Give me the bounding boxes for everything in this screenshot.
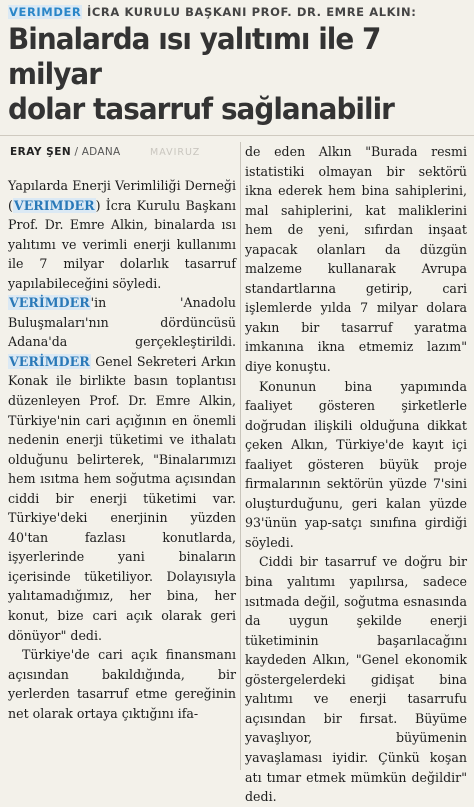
- verimder-highlight: VERİMDER: [9, 353, 90, 369]
- right-paragraph-2: Konunun bina yapımında faaliyet gösteren şirketlerle doğrudan ilişkili olduğuna dikkat çeken Alkın, Türkiye'de kayıt içi faaliyet gösteren büyük proje firmalarının sektörün yüzde 7'sini oluşturduğunu, geri kalan yüzde 93'ünün yap-satçı sınıfına girdiği söyledi.: [245, 378, 467, 550]
- left-paragraph-3: Türkiye'de cari açık finansmanı açısından bakıldığında, bir yerlerden tasarruf etme gereğinin net olarak ortaya çıktığını ifa-: [8, 647, 236, 721]
- kicker-highlight: VERIMDER: [9, 5, 82, 19]
- right-column: [245, 142, 467, 807]
- left-column: [8, 176, 236, 723]
- verimder-highlight: VERİMDER: [9, 295, 90, 311]
- byline-separator: /: [74, 146, 79, 158]
- text-run: ) İcra Kurulu Başkanı Prof. Dr. Emre Alkin, binalarda ısı yalıtımı ve verimli enerji kullanımı ile 7 milyar dolarlık tasarruf yapılabileceğini söyledi.: [8, 197, 236, 291]
- text-run: 'in 'Anadolu Buluşmaları'nın dördüncüsü Adana'da gerçekleştirildi.: [8, 295, 236, 350]
- kicker-text: İCRA KURULU BAŞKANI PROF. DR. EMRE ALKIN:: [87, 5, 417, 19]
- right-paragraph-1: de eden Alkın "Burada resmi istatistiki olmayan bir sektörü ikna ederek hem bina sahiplerini, mal sahiplerini, kat maliklerini hem de yeni, sıfırdan inşaat yapacak olanları da düzgün malzeme kullanarak Avrupa standartlarına getirip, cari işlemlerde yılda 7 milyar dolara yakın bir tasarruf yaratma imkanına ikna etmemiz lazım" diye konuştu.: [245, 144, 467, 375]
- verimder-highlight: VERIMDER: [13, 197, 95, 213]
- headline: [8, 22, 452, 127]
- text-run: Genel Sekreteri Arkın Konak ile birlikte basın toplantısı düzenleyen Prof. Dr. Emre Alkin, Türkiye'nin cari açığının en önemli nedenin enerji tüketimi ve ithalatı olduğunu belirterek, "Binalarımızı hem ısıtma hem soğutma açısından ciddi bir enerji tüketimi var. Türkiye'deki enerjinin yüzden 40'tan fazlası konutlarda, işyerlerinde yani binaların içerisinde tüketiliyor. Dolayısıyla yalıtamadığımız, her bina, her konut, bize cari açık olarak geri dönüyor" dedi.: [8, 353, 236, 643]
- kicker: [8, 5, 468, 19]
- byline-city: ADANA: [81, 146, 121, 158]
- left-paragraph-2: [8, 293, 236, 645]
- left-paragraph-1: [8, 176, 236, 293]
- right-paragraph-3: Ciddi bir tasarruf ve doğru bir bina yalıtımı yapılırsa, sadece ısıtmada değil, soğutma esnasında da uygun şekilde enerji tüketiminin başarılacağını kaydeden Alkın, "Genel ekonomik göstergelerdeki gidişat bina yalıtımı ve enerji tasarrufu açısından bir fırsat. Büyüme yavaşlıyor, büyümenin yavaşlaması iyidir. Çünkü koşan atı tımar etmek mümkün değildir" dedi.: [245, 554, 467, 805]
- byline-author: ERAY ŞEN: [10, 146, 72, 158]
- headline-line-2: dolar tasarruf sağlanabilir: [8, 92, 394, 126]
- byline: [10, 146, 121, 158]
- top-rule: [0, 135, 474, 136]
- headline-line-1: Binalarda ısı yalıtımı ile 7 milyar: [8, 22, 381, 91]
- text-run: Yapılarda Enerji Verimliliği Derneği (: [8, 178, 236, 213]
- column-divider: [240, 142, 241, 770]
- bleed-through-text: MAVIRUZ: [150, 147, 201, 158]
